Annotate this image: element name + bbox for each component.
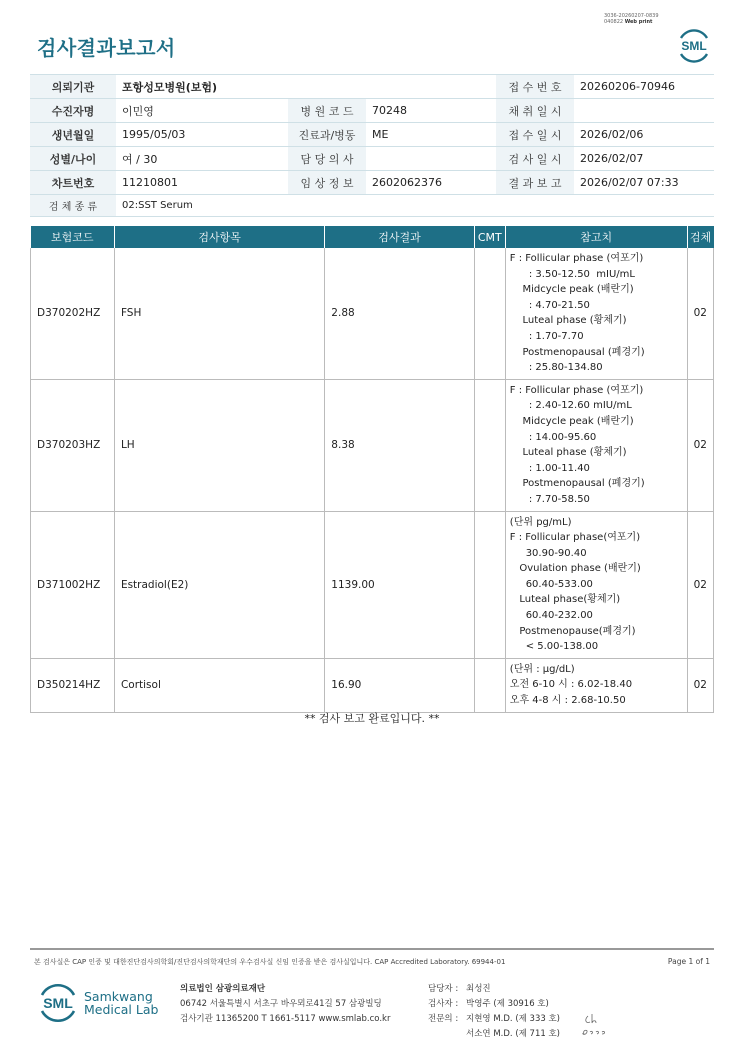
- staff-value: 서소연 M.D. (제 711 호): [466, 1029, 561, 1039]
- col-header-result: 검사결과: [325, 226, 475, 248]
- certification-text: 본 검사실은 CAP 인증 및 대한진단검사의학회/진단검사의학재단의 우수검사실 신임 인증을 받은 검사실입니다. CAP Accredited Laboratory. 69944-01: [34, 958, 506, 966]
- test-result: 8.38: [325, 379, 475, 511]
- org-contact: 검사기관 11365200 T 1661-5117 www.smlab.co.kr: [180, 1014, 391, 1024]
- staff-label: [428, 1027, 466, 1042]
- info-row: [30, 99, 714, 123]
- test-item: Estradiol(E2): [114, 511, 324, 658]
- sex-age-value: 여 / 30: [116, 147, 288, 171]
- chart-no-value: 11210801: [116, 171, 288, 195]
- org-address: 06742 서울특별시 서초구 바우뫼로41길 57 삼광빌딩: [180, 999, 382, 1009]
- collection-date-value: [574, 99, 714, 123]
- specimen-code: 02: [687, 379, 713, 511]
- staff-row: [428, 997, 560, 1012]
- receipt-no-value: 20260206-70946: [574, 75, 714, 99]
- hospital-code-value: 70248: [366, 99, 496, 123]
- clinical-value: 2602062376: [366, 171, 496, 195]
- patient-info-table: [30, 74, 714, 217]
- patient-name-value: 이민영: [116, 99, 288, 123]
- specimen-value: 02:SST Serum: [116, 195, 714, 217]
- receipt-no-label: 접 수 번 호: [496, 75, 574, 99]
- insurance-code: D350214HZ: [31, 658, 115, 712]
- cmt: [474, 379, 505, 511]
- test-result: 2.88: [325, 248, 475, 379]
- receipt-date-value: 2026/02/06: [574, 123, 714, 147]
- print-meta: [604, 13, 659, 25]
- col-header-specimen: 검체: [687, 226, 713, 248]
- dept-value: ME: [366, 123, 496, 147]
- doctor-label: 담 당 의 사: [288, 147, 366, 171]
- cmt: [474, 658, 505, 712]
- test-date-label: 검 사 일 시: [496, 147, 574, 171]
- footer-brand: [84, 990, 158, 1016]
- page-title: 검사결과보고서: [37, 36, 176, 60]
- insurance-code: D371002HZ: [31, 511, 115, 658]
- signature-image: [580, 1008, 620, 1038]
- test-date-value: 2026/02/07: [574, 147, 714, 171]
- cmt: [474, 248, 505, 379]
- table-row: [31, 658, 714, 712]
- clinical-label: 임 상 정 보: [288, 171, 366, 195]
- collection-date-label: 채 취 일 시: [496, 99, 574, 123]
- page-number: Page 1 of 1: [667, 957, 710, 966]
- svg-text:SML: SML: [681, 39, 707, 53]
- results-header-row: [31, 226, 714, 248]
- brand-line1: Samkwang: [84, 989, 153, 1004]
- specimen-code: 02: [687, 248, 713, 379]
- staff-row: [428, 982, 560, 997]
- patient-name-label: 수진자명: [30, 99, 116, 123]
- staff-value: 지현영 M.D. (제 333 호): [466, 1014, 561, 1024]
- table-row: [31, 511, 714, 658]
- footer-org-info: [180, 982, 390, 1027]
- staff-label: 담당자 :: [428, 984, 459, 994]
- hospital-code-label: 병 원 코 드: [288, 99, 366, 123]
- staff-label: 검사자 :: [428, 999, 459, 1009]
- table-row: [31, 379, 714, 511]
- receipt-date-label: 접 수 일 시: [496, 123, 574, 147]
- staff-value: 박영주 (제 30916 호): [466, 999, 549, 1009]
- test-item: FSH: [114, 248, 324, 379]
- test-result: 16.90: [325, 658, 475, 712]
- reference-range: F : Follicular phase (여포기) : 2.40-12.60 mIU/mL Midcycle peak (배란기) : 14.00-95.60 Luteal phase (황체기) : 1.00-11.40 Postmenopausal (폐경기) : 7.70-58.50: [505, 379, 687, 511]
- birth-label: 생년월일: [30, 123, 116, 147]
- samkwang-logo-icon: [36, 981, 80, 1025]
- footer-staff: [428, 982, 560, 1042]
- specimen-code: 02: [687, 511, 713, 658]
- doctor-value: [366, 147, 496, 171]
- col-header-item: 검사항목: [114, 226, 324, 248]
- table-row: [31, 248, 714, 379]
- reference-range: F : Follicular phase (여포기) : 3.50-12.50 mIU/mL Midcycle peak (배란기) : 4.70-21.50 Luteal phase (황체기) : 1.70-7.70 Postmenopausal (폐경기) : 25.80-134.80: [505, 248, 687, 379]
- insurance-code: D370203HZ: [31, 379, 115, 511]
- print-meta-line2: [604, 19, 659, 25]
- footer-divider: [30, 948, 714, 950]
- birth-value: 1995/05/03: [116, 123, 288, 147]
- print-meta-code: 040822: [604, 19, 624, 25]
- reference-range: (단위 : µg/dL) 오전 6-10 시 : 6.02-18.40 오후 4-8 시 : 2.68-10.50: [505, 658, 687, 712]
- test-result: 1139.00: [325, 511, 475, 658]
- print-meta-label: Web print: [624, 19, 653, 25]
- staff-value: 최성진: [466, 984, 491, 994]
- test-item: Cortisol: [114, 658, 324, 712]
- staff-row: [428, 1027, 560, 1042]
- requesting-org-value: 포항성모병원(보험): [116, 75, 496, 99]
- staff-row: [428, 1012, 560, 1027]
- specimen-label: 검 체 종 류: [30, 195, 116, 217]
- cmt: [474, 511, 505, 658]
- print-meta-line1: 3036-20260207-0839: [604, 13, 659, 19]
- results-table: [30, 226, 714, 713]
- reference-range: (단위 pg/mL) F : Follicular phase(여포기) 30.90-90.40 Ovulation phase (배란기) 60.40-533.00 Luteal phase(황체기) 60.40-232.00 Postmenopause(폐경기) < 5.00-138.00: [505, 511, 687, 658]
- completion-note: ** 검사 보고 완료입니다. **: [304, 712, 440, 725]
- report-label: 결 과 보 고: [496, 171, 574, 195]
- col-header-reference: 참고치: [505, 226, 687, 248]
- info-row: [30, 75, 714, 99]
- insurance-code: D370202HZ: [31, 248, 115, 379]
- info-row: [30, 171, 714, 195]
- svg-text:SML: SML: [43, 995, 73, 1011]
- col-header-code: 보험코드: [31, 226, 115, 248]
- specimen-code: 02: [687, 658, 713, 712]
- sex-age-label: 성별/나이: [30, 147, 116, 171]
- org-name: 의료법인 삼광의료재단: [180, 984, 266, 994]
- col-header-cmt: CMT: [474, 226, 505, 248]
- brand-line2: Medical Lab: [84, 1002, 159, 1017]
- sml-logo-icon: [675, 26, 713, 64]
- staff-label: 전문의 :: [428, 1014, 459, 1024]
- info-row: [30, 123, 714, 147]
- report-value: 2026/02/07 07:33: [574, 171, 714, 195]
- chart-no-label: 차트번호: [30, 171, 116, 195]
- requesting-org-label: 의뢰기관: [30, 75, 116, 99]
- info-row: [30, 195, 714, 217]
- info-row: [30, 147, 714, 171]
- test-item: LH: [114, 379, 324, 511]
- dept-label: 진료과/병동: [288, 123, 366, 147]
